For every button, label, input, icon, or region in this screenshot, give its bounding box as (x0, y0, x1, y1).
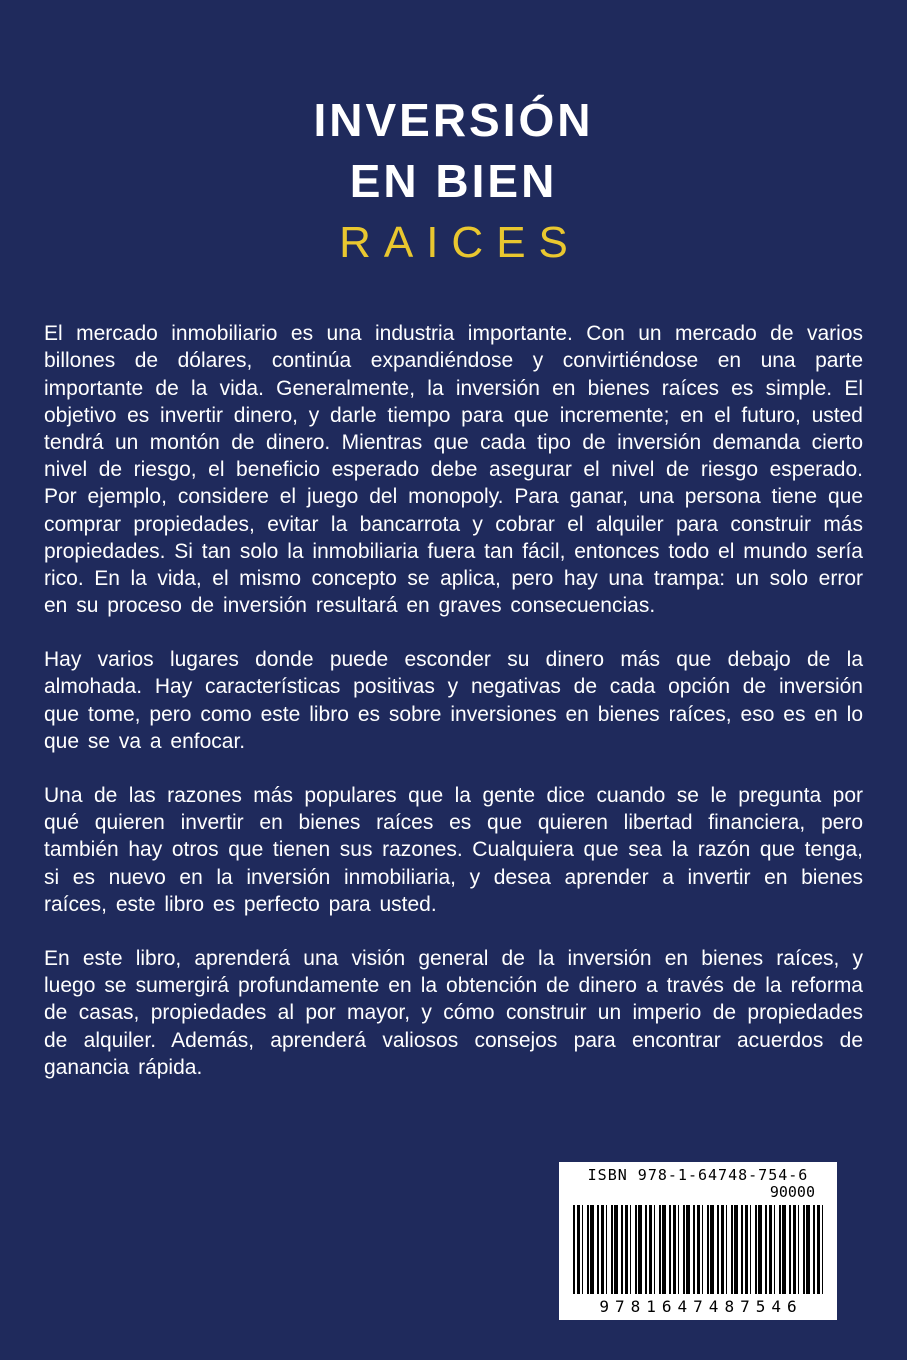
barcode-number: 9781647487546 (599, 1296, 803, 1316)
isbn-label: ISBN 978-1-64748-754-6 (587, 1166, 809, 1184)
paragraph: El mercado inmobiliario es una industria importante. Con un mercado de varios billones de dólares, continúa expandiéndose y convirtiéndose en una parte importante de la vida. Generalmente, la inversión en bienes raíces es simple. El objetivo es invertir dinero, y darle tiempo para que incremente; en el futuro, usted tendrá un montón de dinero. Mientras que cada tipo de inversión demanda cierto nivel de riesgo, el beneficio esperado debe asegurar el nivel de riesgo esperado. Por ejemplo, considere el juego del monopoly. Para ganar, una persona tiene que comprar propiedades, evitar la bancarrota y cobrar el alquiler para construir más propiedades. Si tan solo la inmobiliaria fuera tan fácil, entonces todo el mundo sería rico. En la vida, el mismo concepto se aplica, pero hay una trampa: un solo error en su proceso de inversión resultará en graves consecuencias. (44, 322, 863, 618)
barcode-panel (559, 1162, 837, 1320)
title-line-2: EN BIEN (349, 154, 558, 207)
barcode-bars (573, 1205, 823, 1294)
paragraph: Hay varios lugares donde puede esconder su dinero más que debajo de la almohada. Hay características positivas y negativas de cada opción de inversión que tome, pero como este libro es sobre inversiones en bienes raíces, eso es en lo que se va a enfocar. (44, 648, 863, 753)
description-text (44, 320, 863, 1081)
title-block (0, 0, 907, 270)
paragraph: En este libro, aprenderá una visión general de la inversión en bienes raíces, y luego se sumergirá profundamente en la obtención de dinero a través de la reforma de casas, propiedades al por mayor, y cómo construir un imperio de propiedades de alquiler. Además, aprenderá valiosos consejos para encontrar acuerdos de ganancia rápida. (44, 946, 863, 1079)
title-line-3: RAICES (339, 218, 581, 268)
paragraph: Una de las razones más populares que la gente dice cuando se le pregunta por qué quieren invertir en bienes raíces es que quieren libertad financiera, pero también hay otros que tienen sus razones. Cualquiera que sea la razón que tenga, si es nuevo en la inversión inmobiliaria, y desea aprender a invertir en bienes raíces, este libro es perfecto para usted. (44, 784, 863, 916)
barcode-price-code: 90000 (769, 1183, 815, 1202)
title-line-1: INVERSIÓN (313, 94, 594, 146)
